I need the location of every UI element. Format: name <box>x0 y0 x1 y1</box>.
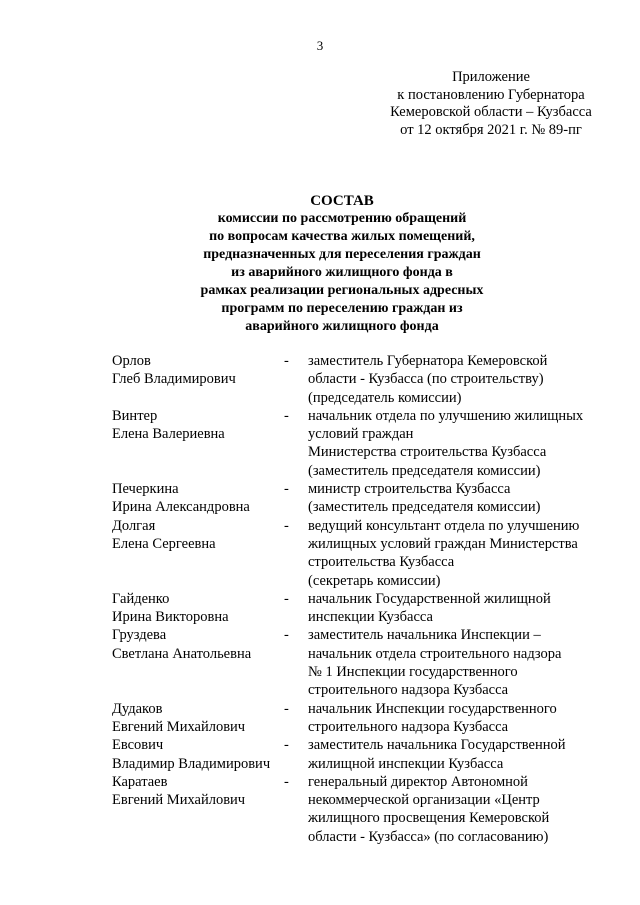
member-role-line: начальник отдела по улучшению жилищных <box>308 407 584 424</box>
members-list <box>112 352 612 846</box>
member-name-line: Дудаков <box>112 700 163 717</box>
member-row <box>112 407 612 480</box>
member-name-line: Печеркина <box>112 481 179 498</box>
title-line: комиссии по рассмотрению обращений <box>217 211 467 226</box>
member-row <box>112 626 612 699</box>
member-role-line: заместитель Губернатора Кемеровской <box>308 353 548 369</box>
member-separator: - <box>284 353 289 369</box>
member-role-line: заместитель начальника Инспекции – <box>308 627 541 644</box>
member-row <box>112 590 612 627</box>
member-name-line: Евсович <box>112 737 164 754</box>
member-separator: - <box>284 773 289 790</box>
member-name-line: Евгений Михайлович <box>112 792 246 809</box>
member-name-line: Винтер <box>112 407 158 424</box>
title-line: из аварийного жилищного фонда в <box>231 265 453 280</box>
member-name-line: Владимир Владимирович <box>112 755 271 772</box>
appendix-line: Приложение <box>452 69 530 85</box>
member-role-line: (заместитель председателя комиссии) <box>308 499 541 516</box>
member-role <box>308 700 612 737</box>
member-role-line: заместитель начальника Государственной <box>308 737 566 754</box>
member-name-line: Каратаев <box>112 773 168 790</box>
member-role <box>308 626 612 699</box>
member-name-line: Евгений Михайлович <box>112 718 246 735</box>
member-row <box>112 700 612 737</box>
member-name-line: Груздева <box>112 627 167 644</box>
member-role-line: жилищных условий граждан Министерства <box>308 535 578 552</box>
member-separator: - <box>284 407 289 424</box>
member-name <box>112 590 284 627</box>
member-role-line: инспекции Кузбасса <box>308 609 433 626</box>
member-name <box>112 700 284 737</box>
title-line: программ по переселению граждан из <box>221 301 463 316</box>
member-role <box>308 517 612 590</box>
member-role <box>308 407 612 480</box>
member-name-line: Орлов <box>112 353 151 369</box>
member-role-line: жилищной инспекции Кузбасса <box>308 755 504 772</box>
member-name <box>112 480 284 517</box>
member-role-line: области - Кузбасса» (по согласованию) <box>308 828 549 845</box>
member-name-line: Ирина Викторовна <box>112 609 229 626</box>
appendix-line: Кемеровской области – Кузбасса <box>390 104 592 120</box>
member-role-line: условий граждан <box>308 426 414 443</box>
member-role-line: некоммерческой организации «Центр <box>308 792 540 809</box>
member-role-line: (председатель комиссии) <box>308 389 462 406</box>
member-role-line: генеральный директор Автономной <box>308 773 528 790</box>
member-row <box>112 773 612 846</box>
title-line: рамках реализации региональных адресных <box>200 283 484 298</box>
member-name <box>112 626 284 699</box>
title-line: по вопросам качества жилых помещений, <box>209 229 475 244</box>
title-heading: СОСТАВ <box>310 193 374 209</box>
member-name <box>112 736 284 773</box>
member-role <box>308 736 612 773</box>
appendix-line: от 12 октября 2021 г. № 89-пг <box>400 121 582 138</box>
member-row <box>112 480 612 517</box>
page-number: 3 <box>316 38 324 53</box>
appendix-line: к постановлению Губернатора <box>397 86 585 103</box>
member-row <box>112 736 612 773</box>
member-name <box>112 773 284 846</box>
member-role-line: начальник отдела строительного надзора <box>308 645 562 662</box>
member-role-line: жилищного просвещения Кемеровской <box>308 810 550 827</box>
member-role <box>308 480 612 517</box>
member-separator: - <box>284 627 289 644</box>
member-role-line: ведущий консультант отдела по улучшению <box>308 517 580 534</box>
member-name-line: Ирина Александровна <box>112 499 250 516</box>
member-role-line: (секретарь комиссии) <box>308 572 441 589</box>
member-name <box>112 352 284 407</box>
member-separator: - <box>284 481 289 498</box>
member-separator: - <box>284 737 289 754</box>
member-role-line: начальник Государственной жилищной <box>308 590 551 607</box>
member-name-line: Глеб Владимирович <box>112 371 236 388</box>
member-separator: - <box>284 517 289 534</box>
title-line: аварийного жилищного фонда <box>245 319 439 334</box>
member-role-line: строительства Кузбасса <box>308 554 455 571</box>
member-name-line: Елена Валериевна <box>112 426 225 443</box>
member-role-line: начальник Инспекции государственного <box>308 700 557 717</box>
member-name <box>112 517 284 590</box>
member-name <box>112 407 284 480</box>
member-role-line: (заместитель председателя комиссии) <box>308 462 541 479</box>
member-name-line: Долгая <box>112 517 156 534</box>
member-role-line: № 1 Инспекции государственного <box>308 664 518 681</box>
member-name-line: Елена Сергеевна <box>112 535 216 552</box>
member-role-line: строительного надзора Кузбасса <box>308 718 509 735</box>
member-role <box>308 590 612 627</box>
member-separator: - <box>284 700 289 717</box>
member-row <box>112 517 612 590</box>
member-separator: - <box>284 590 289 607</box>
appendix-block <box>365 69 617 139</box>
title-line: предназначенных для переселения граждан <box>203 247 481 262</box>
member-name-line: Гайденко <box>112 590 170 607</box>
member-role-line: строительного надзора Кузбасса <box>308 682 509 699</box>
member-name-line: Светлана Анатольевна <box>112 645 252 662</box>
member-row <box>112 352 612 407</box>
member-role-line: министр строительства Кузбасса <box>308 481 511 498</box>
document-title <box>150 192 534 336</box>
member-role-line: Министерства строительства Кузбасса <box>308 444 547 461</box>
member-role-line: области - Кузбасса (по строительству) <box>308 371 544 388</box>
member-role <box>308 352 612 407</box>
member-role <box>308 773 612 846</box>
